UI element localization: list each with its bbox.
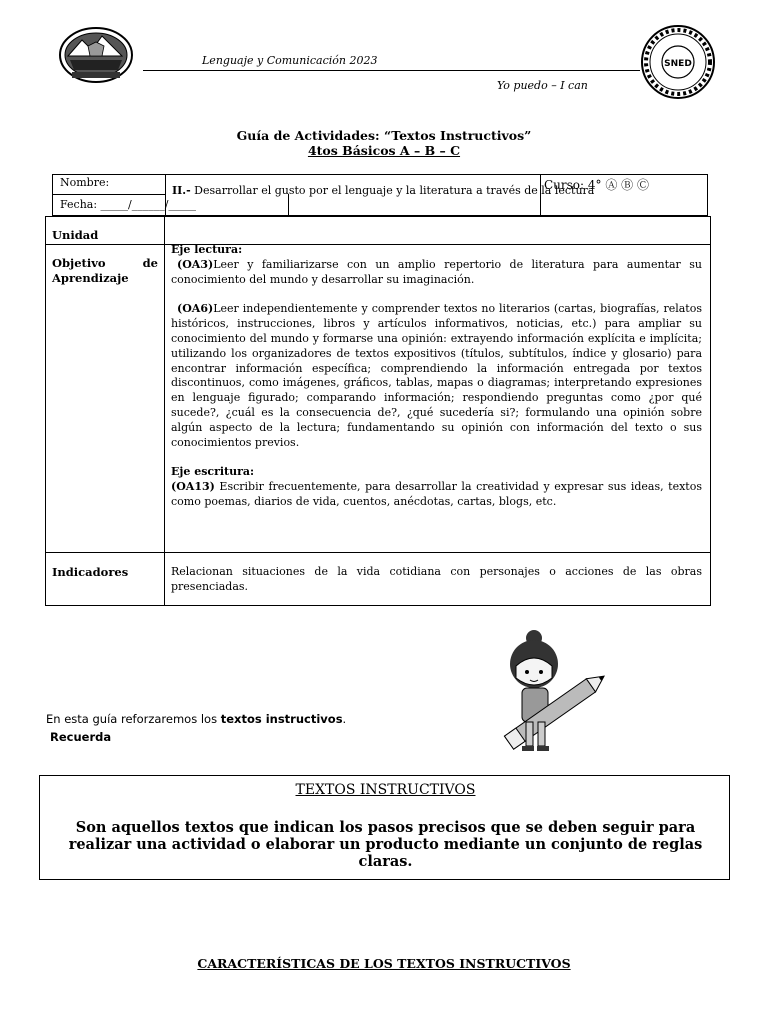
characteristics-heading: CARACTERÍSTICAS DE LOS TEXTOS INSTRUCTIVOS: [197, 956, 571, 971]
objective-number: II.-: [172, 184, 191, 197]
motto: Yo puedo – I can: [497, 79, 588, 92]
seal-text: SNED: [664, 59, 692, 69]
oa3-code: (OA3): [177, 257, 214, 271]
objective-overlap-text: Desarrollar el gusto por el lenguaje y la literatura a través de la lectura: [190, 184, 595, 197]
oa6-code: (OA6): [177, 302, 214, 316]
girl-holding-pencil-icon: [490, 628, 620, 756]
definition-text: Son aquellos textos que indican los pasos precisos que se deben seguir para realizar una actividad o elaborar un producto mediante un conjunto de reglas claras.: [68, 819, 703, 870]
objetivo-label: Objetivo de Aprendizaje: [52, 256, 158, 285]
date-label: Fecha: _____/______/_____: [60, 198, 196, 211]
definition-title: TEXTOS INSTRUCTIVOS: [295, 782, 476, 798]
oa13-code: (OA13): [171, 480, 215, 494]
page-title: Guía de Actividades: “Textos Instructivos”: [236, 128, 532, 143]
course-label: Curso: 4° Ⓐ Ⓑ Ⓒ: [544, 178, 649, 192]
indicadores-label: Indicadores: [52, 565, 129, 579]
header-rule: [143, 70, 640, 71]
subject-header: Lenguaje y Comunicación 2023: [202, 54, 378, 67]
intro-suffix: .: [342, 712, 347, 726]
definition-box: [39, 775, 730, 880]
intro-prefix: En esta guía reforzaremos los: [46, 712, 221, 726]
name-label: Nombre:: [60, 176, 110, 189]
recuerda-label: Recuerda: [50, 730, 112, 744]
oa6-text: Leer independientemente y comprender textos no literarios (cartas, biografías, relatos históricos, instrucciones, libros y artículos informativos, noticias, etc.) para ampliar su conocimiento del mundo y formarse una opinión: extrayendo información explícita e implícita; utilizando los organizadores de textos expositivos (títulos, subtítulos, índice y glosario) para encontrar información específica; comprendiendo la información entregada por textos discontinuos, como imágenes, gráficos, tablas, mapas o diagramas; interpretando expresiones en lenguaje figurado; comparando información; respondiendo preguntas como ¿por qué sucede?, ¿cuál es la consecuencia de?, ¿qué sucedería si?; formulando una opinión sobre algún aspecto de la lectura; fundamentando su opinión con información del texto o sus conocimientos previos.: [171, 302, 702, 449]
eje-lectura-heading: Eje lectura:: [171, 243, 243, 256]
oa13-text: Escribir frecuentemente, para desarrollar la creatividad y expresar sus ideas, textos como poemas, diarios de vida, cuentos, anécdotas, cartas, blogs, etc.: [171, 480, 702, 508]
unidad-label: Unidad: [52, 228, 99, 242]
page-subtitle: 4tos Básicos A – B – C: [307, 143, 461, 158]
eje-escritura-heading: Eje escritura:: [171, 465, 255, 479]
oa3-text: Leer y familiarizarse con un amplio repertorio de literatura para aumentar su conocimiento del mundo y desarrollar su imaginación.: [171, 257, 702, 286]
objectives-content: [171, 243, 702, 510]
school-crest-icon: [58, 26, 134, 84]
intro-bold: textos instructivos: [220, 712, 343, 726]
excelencia-academica-seal-icon: [640, 24, 716, 100]
intro-text: [46, 712, 346, 726]
indicadores-text: Relacionan situaciones de la vida cotidiana con personajes o acciones de las obras presenciadas.: [171, 565, 702, 593]
objective-overlap-line: [172, 184, 594, 197]
